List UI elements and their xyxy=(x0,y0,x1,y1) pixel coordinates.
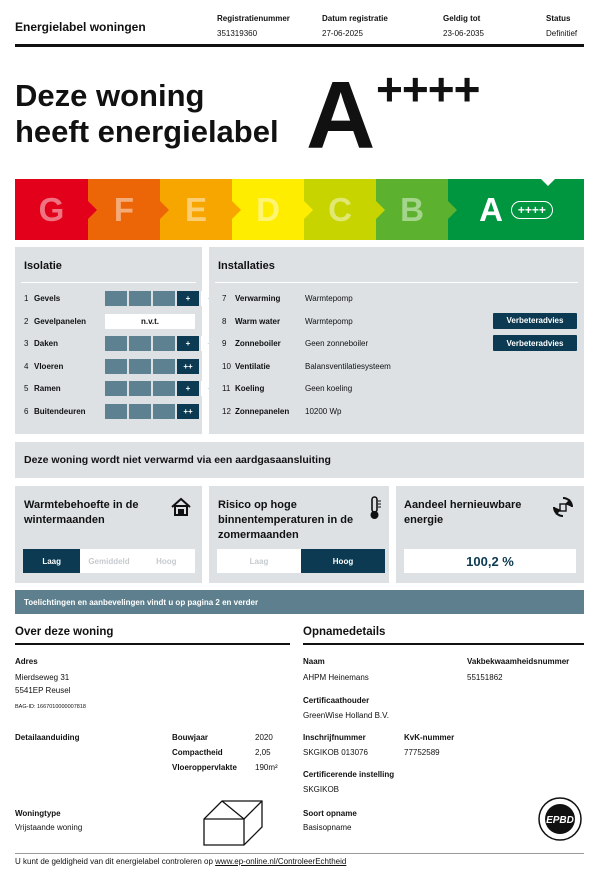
isolatie-rating xyxy=(105,314,197,329)
verbeteradvies-button[interactable]: Verbeteradvies xyxy=(493,313,577,329)
divider xyxy=(215,282,578,283)
risico-panel xyxy=(209,486,389,583)
gas-notice xyxy=(15,442,584,478)
scale-letter: A xyxy=(479,190,503,228)
rating-bar-plus: + xyxy=(177,336,199,351)
scale-arrow xyxy=(448,201,457,219)
warmte-panel xyxy=(15,486,202,583)
reg-number-label: Registratienummer xyxy=(217,14,290,23)
valid-until-value: 23-06-2035 xyxy=(443,29,484,38)
valid-until-label: Geldig tot xyxy=(443,14,481,23)
rating-bar xyxy=(129,381,151,396)
installatie-label: Ventilatie xyxy=(235,361,271,371)
installaties-title: Installaties xyxy=(218,260,275,272)
scale-label-a-plus xyxy=(448,179,584,240)
installatie-label: Zonneboiler xyxy=(235,339,281,348)
info-banner xyxy=(15,590,584,614)
renewable-cycle-icon xyxy=(551,495,575,519)
isolatie-panel xyxy=(15,247,202,434)
kvk-label: KvK-nummer xyxy=(404,733,455,742)
kvk-value: 77752589 xyxy=(404,748,440,757)
isolatie-label: Vloeren xyxy=(34,361,64,371)
current-label-pointer xyxy=(541,179,555,186)
installatie-value: Warmtepomp xyxy=(305,294,353,303)
rating-bar xyxy=(129,359,151,374)
soort-value: Basisopname xyxy=(303,823,352,832)
rating-bar xyxy=(153,381,175,396)
installatie-value: Geen koeling xyxy=(305,384,353,393)
svg-text:EPBD: EPBD xyxy=(546,815,574,826)
cert-label: Certificaathouder xyxy=(303,696,370,705)
installatie-num: 11 xyxy=(222,384,231,393)
isolatie-label: Buitendeuren xyxy=(34,406,86,416)
vak-label: Vakbekwaamheidsnummer xyxy=(467,657,570,666)
epbd-logo xyxy=(537,796,583,842)
installatie-num: 10 xyxy=(222,361,231,371)
rating-bar xyxy=(105,359,127,374)
installatie-num: 8 xyxy=(222,316,227,326)
thermometer-icon xyxy=(366,495,384,521)
opname-title: Opnamedetails xyxy=(303,626,386,638)
compactheid-value: 2,05 xyxy=(255,748,271,757)
scale-arrow xyxy=(160,201,169,219)
ci-label: Certificerende instelling xyxy=(303,770,395,779)
rating-bar xyxy=(129,336,151,351)
isolatie-label: Ramen xyxy=(34,384,61,393)
installatie-label: Warm water xyxy=(235,316,281,326)
footer-text: U kunt de geldigheid van dit energielabel controleren op xyxy=(15,857,216,866)
risico-option-laag: Laag xyxy=(249,556,269,566)
scale-label-f xyxy=(88,179,160,240)
installatie-value: Balansventilatiesysteem xyxy=(305,361,391,371)
oppervlakte-value: 190m² xyxy=(255,763,278,772)
gas-notice-text: Deze woning wordt niet verwarmd via een aardgasaansluiting xyxy=(24,454,331,466)
energy-scale xyxy=(15,179,584,240)
rating-bar-plus: ++ xyxy=(177,359,199,374)
bouwjaar-label: Bouwjaar xyxy=(172,733,209,742)
rating-bar xyxy=(105,381,127,396)
isolatie-rating xyxy=(105,336,225,351)
scale-label-e xyxy=(160,179,232,240)
scale-letter: F xyxy=(113,190,135,228)
adres-line-1: Mierdseweg 31 xyxy=(15,673,70,682)
isolatie-rating xyxy=(105,291,225,306)
hernieuwbaar-value: 100,2 % xyxy=(404,549,576,573)
installatie-label: Verwarming xyxy=(235,294,281,303)
hernieuwbaar-panel xyxy=(396,486,584,583)
ci-value: SKGIKOB xyxy=(303,785,340,794)
scale-plus-badge: ++++ xyxy=(511,201,553,219)
status-label: Status xyxy=(546,14,571,23)
big-label-letter: A xyxy=(306,62,376,169)
hernieuwbaar-title: Aandeel hernieuwbare energie xyxy=(404,499,522,526)
scale-label-g xyxy=(15,179,88,240)
scale-label-d xyxy=(232,179,304,240)
isolatie-label: Gevelpanelen xyxy=(34,316,87,326)
divider xyxy=(303,643,584,645)
isolatie-label: Daken xyxy=(34,339,59,348)
cert-value: GreenWise Holland B.V. xyxy=(303,711,389,720)
rating-bar xyxy=(105,291,127,306)
installatie-label: Koeling xyxy=(235,384,265,393)
rating-bar xyxy=(105,336,127,351)
rating-bar xyxy=(153,336,175,351)
woningtype-value: Vrijstaande woning xyxy=(15,823,83,832)
document-title: Energielabel woningen xyxy=(15,20,146,34)
info-banner-text: Toelichtingen en aanbevelingen vindt u op pagina 2 en verder xyxy=(24,598,259,607)
isolatie-title: Isolatie xyxy=(24,260,62,272)
installatie-value: Geen zonneboiler xyxy=(305,339,369,348)
risico-option-hoog: Hoog xyxy=(301,549,385,573)
reg-number-value: 351319360 xyxy=(217,29,258,38)
rating-text: n.v.t. xyxy=(105,314,195,329)
scale-arrow xyxy=(304,201,313,219)
installatie-label: Zonnepanelen xyxy=(235,406,290,416)
scale-letter: G xyxy=(38,190,65,228)
scale-letter: C xyxy=(328,190,352,228)
verification-link[interactable]: www.ep-online.nl/ControleerEchtheid xyxy=(215,857,347,866)
over-title: Over deze woning xyxy=(15,626,114,638)
bag-id: BAG-ID: 1667010000007818 xyxy=(15,704,86,710)
naam-label: Naam xyxy=(303,657,325,666)
divider xyxy=(15,643,290,645)
compactheid-label: Compactheid xyxy=(172,748,223,757)
scale-arrow xyxy=(232,201,241,219)
inschrijf-value: SKGIKOB 013076 xyxy=(303,748,368,757)
isolatie-rating xyxy=(105,381,225,396)
inschrijf-label: Inschrijfnummer xyxy=(303,733,366,742)
scale-letter: E xyxy=(184,190,207,228)
warmte-option-hoog: Hoog xyxy=(156,556,177,566)
rating-bar xyxy=(105,404,127,419)
scale-label-c xyxy=(304,179,376,240)
big-label-plus: ++++ xyxy=(376,63,480,115)
bouwjaar-value: 2020 xyxy=(255,733,273,742)
rating-bar xyxy=(129,291,151,306)
oppervlakte-label: Vloeroppervlakte xyxy=(172,763,237,772)
vak-value: 55151862 xyxy=(467,673,503,682)
warmte-selector xyxy=(23,549,195,573)
rating-bar-plus: + xyxy=(177,291,199,306)
isolatie-num: 4 xyxy=(24,361,29,371)
installatie-value: 10200 Wp xyxy=(305,406,342,416)
verbeteradvies-button[interactable]: Verbeteradvies xyxy=(493,335,577,351)
woningtype-label: Woningtype xyxy=(15,809,61,818)
soort-label: Soort opname xyxy=(303,809,357,818)
installatie-num: 12 xyxy=(222,406,231,416)
installaties-panel xyxy=(209,247,584,434)
status-value: Definitief xyxy=(546,29,578,38)
rating-bar-plus: ++ xyxy=(177,404,199,419)
risico-title: Risico op hoge binnentemperaturen in de zomermaanden xyxy=(218,499,354,541)
scale-letter: D xyxy=(256,190,280,228)
header-rule xyxy=(15,44,584,47)
hero-line-2: heeft energielabel xyxy=(15,114,279,149)
scale-letter: B xyxy=(400,190,424,228)
isolatie-num: 5 xyxy=(24,384,29,393)
footer-divider xyxy=(15,853,584,854)
adres-line-2: 5541EP Reusel xyxy=(15,686,71,695)
reg-date-label: Datum registratie xyxy=(322,14,388,23)
warmte-option-laag: Laag xyxy=(23,549,80,573)
isolatie-rating xyxy=(105,404,201,419)
installatie-value: Warmtepomp xyxy=(305,316,353,326)
risico-selector xyxy=(217,549,385,573)
rating-bar xyxy=(153,291,175,306)
naam-value: AHPM Heinemans xyxy=(303,673,369,682)
footer xyxy=(15,857,346,866)
warmte-title: Warmtebehoefte in de wintermaanden xyxy=(24,499,139,526)
scale-arrow xyxy=(88,201,97,219)
isolatie-num: 1 xyxy=(24,294,29,303)
isolatie-num: 2 xyxy=(24,316,29,326)
hero-line-1: Deze woning xyxy=(15,78,205,113)
adres-label: Adres xyxy=(15,657,38,666)
isolatie-rating xyxy=(105,359,201,374)
house-heat-icon xyxy=(170,496,192,518)
isolatie-label: Gevels xyxy=(34,294,61,303)
installatie-num: 9 xyxy=(222,339,227,348)
isolatie-num: 6 xyxy=(24,406,29,416)
rating-bar xyxy=(129,404,151,419)
rating-bar-plus: + xyxy=(177,381,199,396)
divider xyxy=(21,282,196,283)
rating-bar xyxy=(153,404,175,419)
detached-house-icon xyxy=(202,797,264,847)
isolatie-num: 3 xyxy=(24,339,29,348)
rating-bar xyxy=(153,359,175,374)
scale-arrow xyxy=(376,201,385,219)
detail-label: Detailaanduiding xyxy=(15,733,80,742)
scale-label-b xyxy=(376,179,448,240)
warmte-option-gemiddeld: Gemiddeld xyxy=(88,556,130,566)
reg-date-value: 27-06-2025 xyxy=(322,29,363,38)
installatie-num: 7 xyxy=(222,294,227,303)
